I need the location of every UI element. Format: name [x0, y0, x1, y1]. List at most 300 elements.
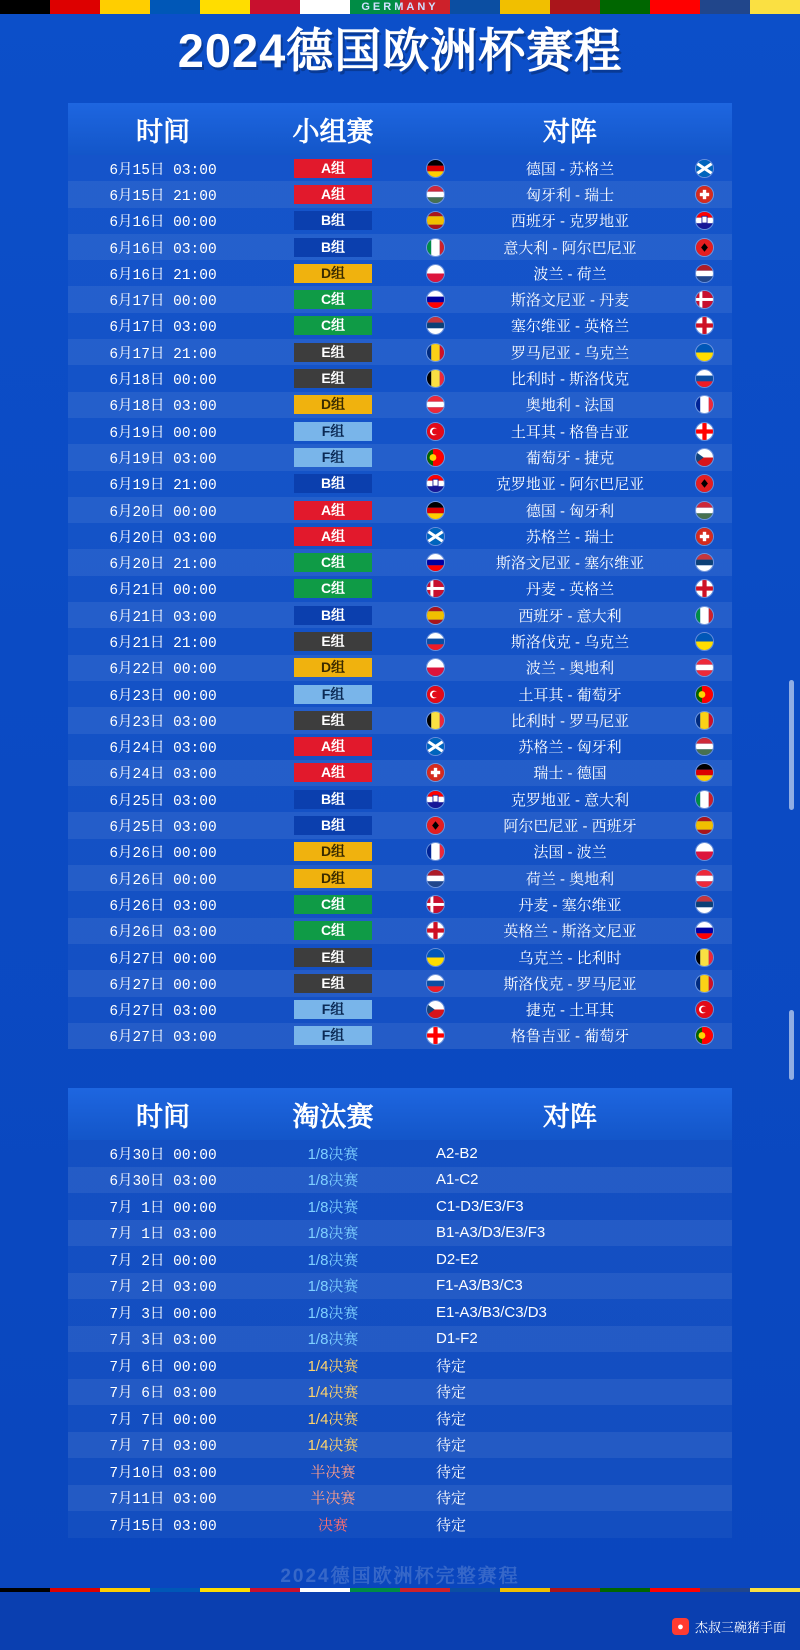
knockout-row	[68, 1352, 732, 1379]
match-cell	[408, 999, 732, 1020]
group-badge: F组	[294, 448, 372, 467]
table-row	[68, 365, 732, 391]
match-time: 6月23日 03:00	[109, 714, 217, 731]
match-teams: 奥地利 - 法国	[525, 397, 615, 415]
match-time: 6月22日 00:00	[109, 662, 217, 679]
match-cell	[408, 237, 732, 258]
match-teams: 克罗地亚 - 阿尔巴尼亚	[495, 476, 645, 494]
match-time: 7月 1日 00:00	[109, 1200, 217, 1217]
flag-icon-home	[426, 921, 445, 940]
credit-name: 杰叔三碗猪手面	[694, 1620, 786, 1635]
match-cell	[408, 710, 732, 731]
match-time: 6月27日 00:00	[109, 951, 217, 968]
group-badge: C组	[294, 895, 372, 914]
match-cell	[408, 394, 732, 415]
knockout-stage-label: 1/4决赛	[307, 1384, 359, 1402]
match-teams: 西班牙 - 意大利	[518, 607, 622, 625]
flag-icon-away	[695, 290, 714, 309]
flag-icon-away	[695, 895, 714, 914]
match-time: 6月21日 00:00	[109, 583, 217, 600]
flag-icon-home	[426, 763, 445, 782]
match-teams: 意大利 - 阿尔巴尼亚	[503, 239, 637, 257]
match-cell	[408, 841, 732, 862]
knockout-matchup: E1-A3/B3/C3/D3	[436, 1303, 547, 1321]
group-badge-cell	[258, 316, 408, 335]
table-row	[68, 734, 732, 760]
group-badge: B组	[294, 790, 372, 809]
match-teams: 荷兰 - 奥地利	[525, 870, 615, 888]
table-row	[68, 444, 732, 470]
flag-icon-home	[426, 737, 445, 756]
group-badge-cell	[258, 869, 408, 888]
table-row	[68, 839, 732, 865]
knockout-stage-label: 决赛	[317, 1516, 348, 1534]
match-cell	[408, 315, 732, 336]
match-time: 6月21日 21:00	[109, 635, 217, 652]
match-time: 6月20日 00:00	[109, 504, 217, 521]
match-time: 6月26日 03:00	[109, 925, 217, 942]
flag-icon-away	[695, 816, 714, 835]
knockout-row	[68, 1273, 732, 1300]
match-time: 6月27日 03:00	[109, 1004, 217, 1021]
flag-icon-home	[426, 185, 445, 204]
knockout-stage-label: 1/4决赛	[307, 1410, 359, 1428]
group-badge-cell	[258, 579, 408, 598]
group-badge: E组	[294, 632, 372, 651]
match-time: 7月15日 03:00	[109, 1518, 217, 1535]
match-teams: 瑞士 - 德国	[533, 765, 607, 783]
match-time: 6月20日 21:00	[109, 557, 217, 574]
match-time: 6月19日 03:00	[109, 451, 217, 468]
match-time: 6月24日 03:00	[109, 767, 217, 784]
group-badge-cell	[258, 395, 408, 414]
knockout-matchup: 待定	[436, 1490, 467, 1508]
match-time: 6月15日 03:00	[109, 162, 217, 179]
table-row	[68, 286, 732, 312]
knockout-header-time: 时间	[136, 1101, 190, 1132]
table-row	[68, 549, 732, 575]
match-cell	[408, 158, 732, 179]
group-badge-cell	[258, 763, 408, 782]
group-badge-cell	[258, 369, 408, 388]
group-badge-cell	[258, 343, 408, 362]
flag-icon-away	[695, 763, 714, 782]
match-time: 6月24日 03:00	[109, 741, 217, 758]
knockout-matchup: 待定	[436, 1437, 467, 1455]
group-badge: F组	[294, 1026, 372, 1045]
match-cell	[408, 894, 732, 915]
flag-icon-away	[695, 790, 714, 809]
group-badge: C组	[294, 316, 372, 335]
group-badge-cell	[258, 711, 408, 730]
flag-icon-away	[695, 948, 714, 967]
match-time: 6月17日 21:00	[109, 346, 217, 363]
knockout-matchup: D1-F2	[436, 1330, 478, 1348]
knockout-stage-label: 1/8决赛	[307, 1304, 359, 1322]
match-time: 6月27日 03:00	[109, 1030, 217, 1047]
group-header-time: 时间	[136, 116, 190, 147]
match-time: 7月 2日 00:00	[109, 1253, 217, 1270]
match-cell	[408, 605, 732, 626]
knockout-row	[68, 1326, 732, 1353]
table-row	[68, 155, 732, 181]
knockout-matchup: 待定	[436, 1516, 467, 1534]
flag-icon-away	[695, 658, 714, 677]
knockout-row	[68, 1193, 732, 1220]
match-time: 6月30日 00:00	[109, 1147, 217, 1164]
match-cell	[408, 552, 732, 573]
match-time: 6月26日 00:00	[109, 846, 217, 863]
flag-icon-away	[695, 553, 714, 572]
match-time: 6月19日 21:00	[109, 478, 217, 495]
match-teams: 土耳其 - 葡萄牙	[518, 686, 622, 704]
match-time: 6月20日 03:00	[109, 530, 217, 547]
flag-icon-home	[426, 948, 445, 967]
group-badge-cell	[258, 632, 408, 651]
match-time: 7月 7日 00:00	[109, 1412, 217, 1429]
match-time: 7月10日 03:00	[109, 1465, 217, 1482]
match-cell	[408, 526, 732, 547]
table-row	[68, 523, 732, 549]
match-time: 7月11日 03:00	[109, 1492, 217, 1509]
match-time: 6月18日 03:00	[109, 399, 217, 416]
flag-icon-away	[695, 474, 714, 493]
flag-icon-home	[426, 395, 445, 414]
group-badge-cell	[258, 842, 408, 861]
table-row	[68, 891, 732, 917]
flag-icon-home	[426, 422, 445, 441]
group-badge: D组	[294, 264, 372, 283]
group-badge: E组	[294, 369, 372, 388]
flag-icon-away	[695, 737, 714, 756]
match-teams: 克罗地亚 - 意大利	[510, 791, 630, 809]
match-teams: 法国 - 波兰	[533, 844, 607, 862]
match-time: 7月 7日 03:00	[109, 1439, 217, 1456]
knockout-row	[68, 1458, 732, 1485]
match-cell	[408, 447, 732, 468]
table-row	[68, 602, 732, 628]
table-row	[68, 812, 732, 838]
table-row	[68, 392, 732, 418]
flag-icon-away	[695, 632, 714, 651]
flag-icon-away	[695, 527, 714, 546]
group-badge: D组	[294, 842, 372, 861]
knockout-table-header	[68, 1088, 732, 1140]
table-row	[68, 471, 732, 497]
table-row	[68, 865, 732, 891]
flag-icon-away	[695, 1000, 714, 1019]
flag-icon-away	[695, 974, 714, 993]
knockout-stage-label: 1/4决赛	[307, 1437, 359, 1455]
match-cell	[408, 762, 732, 783]
group-badge-cell	[258, 685, 408, 704]
flag-icon-home	[426, 238, 445, 257]
match-time: 6月23日 00:00	[109, 688, 217, 705]
group-badge: C组	[294, 290, 372, 309]
group-badge: D组	[294, 395, 372, 414]
group-badge-cell	[258, 211, 408, 230]
flag-icon-home	[426, 316, 445, 335]
knockout-stage-label: 1/8决赛	[307, 1331, 359, 1349]
match-teams: 英格兰 - 斯洛文尼亚	[503, 923, 637, 941]
table-row	[68, 339, 732, 365]
match-teams: 斯洛伐克 - 罗马尼亚	[503, 975, 637, 993]
knockout-row	[68, 1432, 732, 1459]
group-header-stage: 小组赛	[292, 116, 374, 147]
knockout-matchup: 待定	[436, 1384, 467, 1402]
group-badge-cell	[258, 658, 408, 677]
group-badge: D组	[294, 869, 372, 888]
group-badge: C组	[294, 579, 372, 598]
match-time: 6月17日 03:00	[109, 320, 217, 337]
flag-icon-away	[695, 395, 714, 414]
credit-badge	[672, 1617, 786, 1636]
match-time: 6月16日 03:00	[109, 241, 217, 258]
match-time: 6月17日 00:00	[109, 294, 217, 311]
match-teams: 波兰 - 荷兰	[533, 265, 607, 283]
table-row	[68, 760, 732, 786]
group-badge-cell	[258, 501, 408, 520]
table-row	[68, 707, 732, 733]
knockout-stage-label: 1/8决赛	[307, 1172, 359, 1190]
flag-icon-home	[426, 816, 445, 835]
match-cell	[408, 184, 732, 205]
match-cell	[408, 657, 732, 678]
match-teams: 波兰 - 奥地利	[525, 660, 615, 678]
table-row	[68, 970, 732, 996]
table-row	[68, 655, 732, 681]
group-badge: B组	[294, 474, 372, 493]
flag-icon-away	[695, 685, 714, 704]
match-cell	[408, 815, 732, 836]
table-row	[68, 918, 732, 944]
match-teams: 德国 - 苏格兰	[525, 160, 615, 178]
flag-icon-home	[426, 1000, 445, 1019]
table-row	[68, 497, 732, 523]
flag-icon-away	[695, 869, 714, 888]
flag-icon-home	[426, 658, 445, 677]
match-time: 6月15日 21:00	[109, 188, 217, 205]
group-header-match: 对阵	[543, 116, 597, 147]
flag-icon-away	[695, 606, 714, 625]
flag-icon-home	[426, 579, 445, 598]
match-teams: 比利时 - 罗马尼亚	[510, 712, 630, 730]
group-badge: B组	[294, 211, 372, 230]
match-teams: 德国 - 匈牙利	[525, 502, 615, 520]
table-row	[68, 260, 732, 286]
group-stage-table	[68, 103, 732, 1049]
flag-icon-away	[695, 501, 714, 520]
knockout-matchup: D2-E2	[436, 1250, 479, 1268]
table-row	[68, 234, 732, 260]
table-row	[68, 944, 732, 970]
flag-icon-home	[426, 974, 445, 993]
match-teams: 丹麦 - 塞尔维亚	[518, 896, 622, 914]
flag-icon-home	[426, 290, 445, 309]
match-cell	[408, 500, 732, 521]
flag-icon-home	[426, 842, 445, 861]
knockout-row	[68, 1485, 732, 1512]
match-teams: 葡萄牙 - 捷克	[525, 449, 615, 467]
knockout-row	[68, 1511, 732, 1538]
match-time: 6月25日 03:00	[109, 793, 217, 810]
match-teams: 斯洛文尼亚 - 塞尔维亚	[495, 555, 645, 573]
match-cell	[408, 947, 732, 968]
match-time: 6月21日 03:00	[109, 609, 217, 626]
match-cell	[408, 1025, 732, 1046]
match-cell	[408, 421, 732, 442]
match-teams: 苏格兰 - 匈牙利	[518, 739, 622, 757]
knockout-stage-label: 半决赛	[310, 1463, 356, 1481]
knockout-matchup: 待定	[436, 1463, 467, 1481]
flag-icon-home	[426, 369, 445, 388]
scrollbar-thumb-secondary[interactable]	[789, 1010, 794, 1080]
group-badge-cell	[258, 1000, 408, 1019]
group-badge-cell	[258, 921, 408, 940]
group-badge: C组	[294, 553, 372, 572]
knockout-stage-label: 1/8决赛	[307, 1198, 359, 1216]
flag-icon-home	[426, 1026, 445, 1045]
group-badge: A组	[294, 501, 372, 520]
group-badge: A组	[294, 527, 372, 546]
table-row	[68, 1023, 732, 1049]
flag-icon-away	[695, 211, 714, 230]
match-time: 6月16日 00:00	[109, 215, 217, 232]
flag-icon-away	[695, 711, 714, 730]
flag-icon-home	[426, 869, 445, 888]
group-badge-cell	[258, 948, 408, 967]
knockout-matchup: B1-A3/D3/E3/F3	[436, 1224, 546, 1242]
scrollbar-thumb[interactable]	[789, 680, 794, 810]
group-badge: E组	[294, 974, 372, 993]
group-badge: C组	[294, 921, 372, 940]
flag-icon-home	[426, 159, 445, 178]
knockout-stage-label: 1/4决赛	[307, 1357, 359, 1375]
group-badge: F组	[294, 1000, 372, 1019]
match-time: 6月26日 00:00	[109, 872, 217, 889]
match-teams: 罗马尼亚 - 乌克兰	[510, 344, 630, 362]
match-cell	[408, 684, 732, 705]
knockout-matchup: 待定	[436, 1410, 467, 1428]
flag-icon-away	[695, 921, 714, 940]
knockout-stage-label: 1/8决赛	[307, 1225, 359, 1243]
group-badge: A组	[294, 159, 372, 178]
flag-icon-home	[426, 895, 445, 914]
flag-icon-away	[695, 185, 714, 204]
match-time: 6月30日 03:00	[109, 1174, 217, 1191]
group-badge-cell	[258, 185, 408, 204]
group-badge-cell	[258, 553, 408, 572]
group-badge-cell	[258, 816, 408, 835]
table-row	[68, 576, 732, 602]
knockout-row	[68, 1220, 732, 1247]
flag-icon-home	[426, 343, 445, 362]
author-logo-icon: ●	[672, 1618, 689, 1635]
flag-icon-home	[426, 264, 445, 283]
knockout-stage-label: 半决赛	[310, 1490, 356, 1508]
knockout-row	[68, 1379, 732, 1406]
group-badge: F组	[294, 685, 372, 704]
match-teams: 捷克 - 土耳其	[525, 1002, 615, 1020]
flag-icon-home	[426, 632, 445, 651]
flag-icon-away	[695, 316, 714, 335]
match-time: 7月 6日 00:00	[109, 1359, 217, 1376]
flag-icon-home	[426, 527, 445, 546]
table-row	[68, 181, 732, 207]
flag-icon-home	[426, 474, 445, 493]
match-time: 7月 1日 03:00	[109, 1227, 217, 1244]
group-badge-cell	[258, 606, 408, 625]
match-teams: 比利时 - 斯洛伐克	[510, 371, 630, 389]
match-teams: 匈牙利 - 瑞士	[525, 186, 615, 204]
header-kicker: GERMANY	[361, 1, 439, 13]
group-badge: B组	[294, 606, 372, 625]
match-cell	[408, 289, 732, 310]
table-row	[68, 681, 732, 707]
match-teams: 乌克兰 - 比利时	[518, 949, 622, 967]
match-cell	[408, 263, 732, 284]
group-badge: D组	[294, 658, 372, 677]
match-cell	[408, 631, 732, 652]
match-cell	[408, 578, 732, 599]
flag-icon-home	[426, 685, 445, 704]
group-badge: A组	[294, 737, 372, 756]
match-cell	[408, 973, 732, 994]
flag-icon-away	[695, 422, 714, 441]
knockout-matchup: A1-C2	[436, 1171, 479, 1189]
group-badge: B组	[294, 238, 372, 257]
group-badge-cell	[258, 448, 408, 467]
match-cell	[408, 473, 732, 494]
match-time: 6月26日 03:00	[109, 898, 217, 915]
group-badge-cell	[258, 422, 408, 441]
match-time: 7月 2日 03:00	[109, 1280, 217, 1297]
knockout-header-match: 对阵	[543, 1101, 597, 1132]
knockout-matchup: A2-B2	[436, 1144, 478, 1162]
flag-icon-away	[695, 448, 714, 467]
knockout-matchup: C1-D3/E3/F3	[436, 1197, 524, 1215]
match-time: 6月25日 03:00	[109, 820, 217, 837]
knockout-row	[68, 1140, 732, 1167]
match-teams: 阿尔巴尼亚 - 西班牙	[503, 818, 637, 836]
group-badge-cell	[258, 264, 408, 283]
group-badge-cell	[258, 159, 408, 178]
table-row	[68, 418, 732, 444]
match-cell	[408, 736, 732, 757]
knockout-row	[68, 1299, 732, 1326]
group-badge-cell	[258, 737, 408, 756]
group-badge-cell	[258, 238, 408, 257]
group-badge: B组	[294, 816, 372, 835]
group-badge-cell	[258, 1026, 408, 1045]
match-cell	[408, 868, 732, 889]
knockout-matchup: 待定	[436, 1357, 467, 1375]
flag-icon-away	[695, 579, 714, 598]
knockout-stage-label: 1/8决赛	[307, 1251, 359, 1269]
group-badge: E组	[294, 343, 372, 362]
group-badge-cell	[258, 527, 408, 546]
group-badge-cell	[258, 790, 408, 809]
flag-icon-away	[695, 264, 714, 283]
group-badge-cell	[258, 290, 408, 309]
match-teams: 塞尔维亚 - 英格兰	[510, 318, 630, 336]
flag-icon-away	[695, 1026, 714, 1045]
group-badge: A组	[294, 185, 372, 204]
flag-icon-away	[695, 159, 714, 178]
match-teams: 格鲁吉亚 - 葡萄牙	[510, 1028, 630, 1046]
match-teams: 丹麦 - 英格兰	[525, 581, 615, 599]
table-row	[68, 313, 732, 339]
